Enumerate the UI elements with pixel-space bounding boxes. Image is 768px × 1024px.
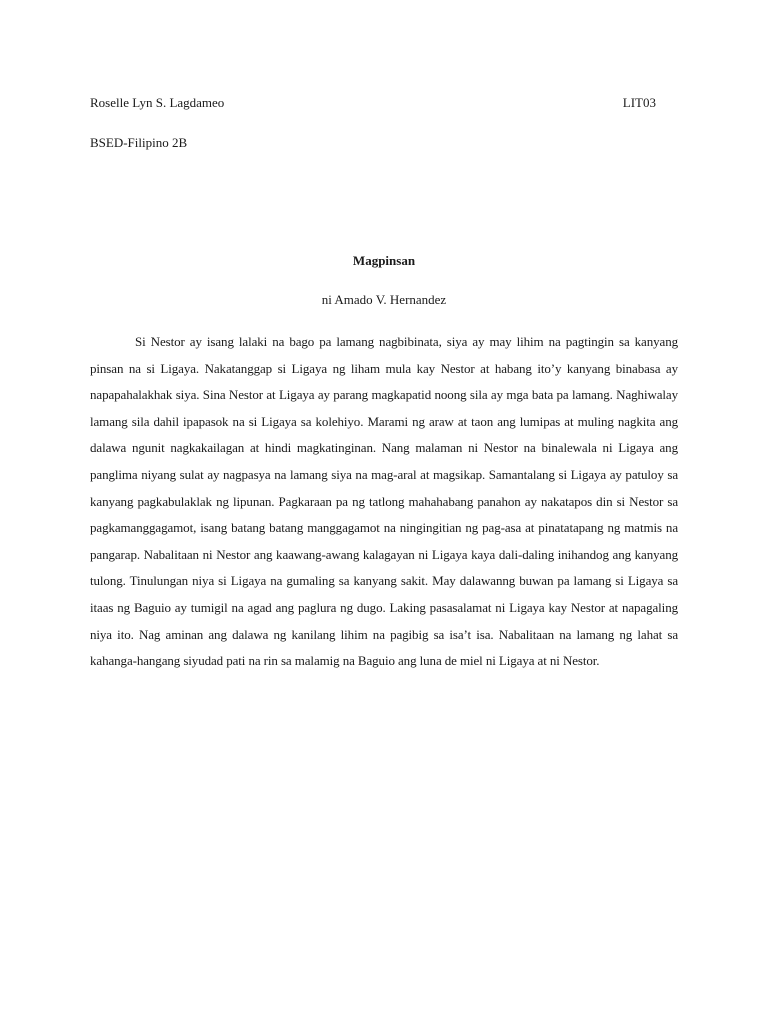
header-row [90,93,656,113]
student-name: Roselle Lyn S. Lagdameo [90,95,225,110]
story-author: ni Amado V. Hernandez [321,292,447,307]
course-code: LIT03 [622,95,656,110]
story-paragraph: Si Nestor ay isang lalaki na bago pa lamang nagbibinata, siya ay may lihim na pagtingin sa kanyang pinsan na si Ligaya. Nakatanggap si Ligaya ng liham mula kay Nestor at habang ito’y kanyang binabasa ay napapahalakhak siya. Sina Nestor at Ligaya ay parang magkapatid noong sila ay mga bata pa lamang. Naghiwalay lamang sila dahil ipapasok na si Ligaya sa kolehiyo. Marami ng araw at taon ang lumipas at muling nagkita ang dalawa ngunit nagkakailagan at hindi magkatinginan. Nang malaman ni Nestor na binalewala ni Ligaya ang panglima niyang sulat ay nagpasya na lamang siya na mag-aral at magsikap. Samantalang si Ligaya ay patuloy sa kanyang pagkabulaklak ng lipunan. Pagkaraan pa ng tatlong mahahabang panahon ay nakatapos din si Nestor sa pagkamanggagamot, isang batang batang manggagamot na ningingitian ng pag-asa at pinatatapang ng matmis na pangarap. Nabalitaan ni Nestor ang kaawang-awang kalagayan ni Ligaya kaya dali-daling inihandog ang kanyang tulong. Tinulungan niya si Ligaya na gumaling sa kanyang sakit. May dalawanng buwan pa lamang si Ligaya sa itaas ng Baguio ay tumigil na agad ang paglura ng dugo. Laking pasasalamat ni Ligaya kay Nestor at napagaling niya ito. Nag aminan ang dalawa ng kanilang lihim na pagibig sa isa’t isa. Nabalitaan na lamang ng lahat sa kahanga-hangang siyudad pati na rin sa malamig na Baguio ang luna de miel ni Ligaya at ni Nestor. [90,334,678,669]
story-title: Magpinsan [352,253,416,268]
program-line: BSED-Filipino 2B [90,135,188,150]
